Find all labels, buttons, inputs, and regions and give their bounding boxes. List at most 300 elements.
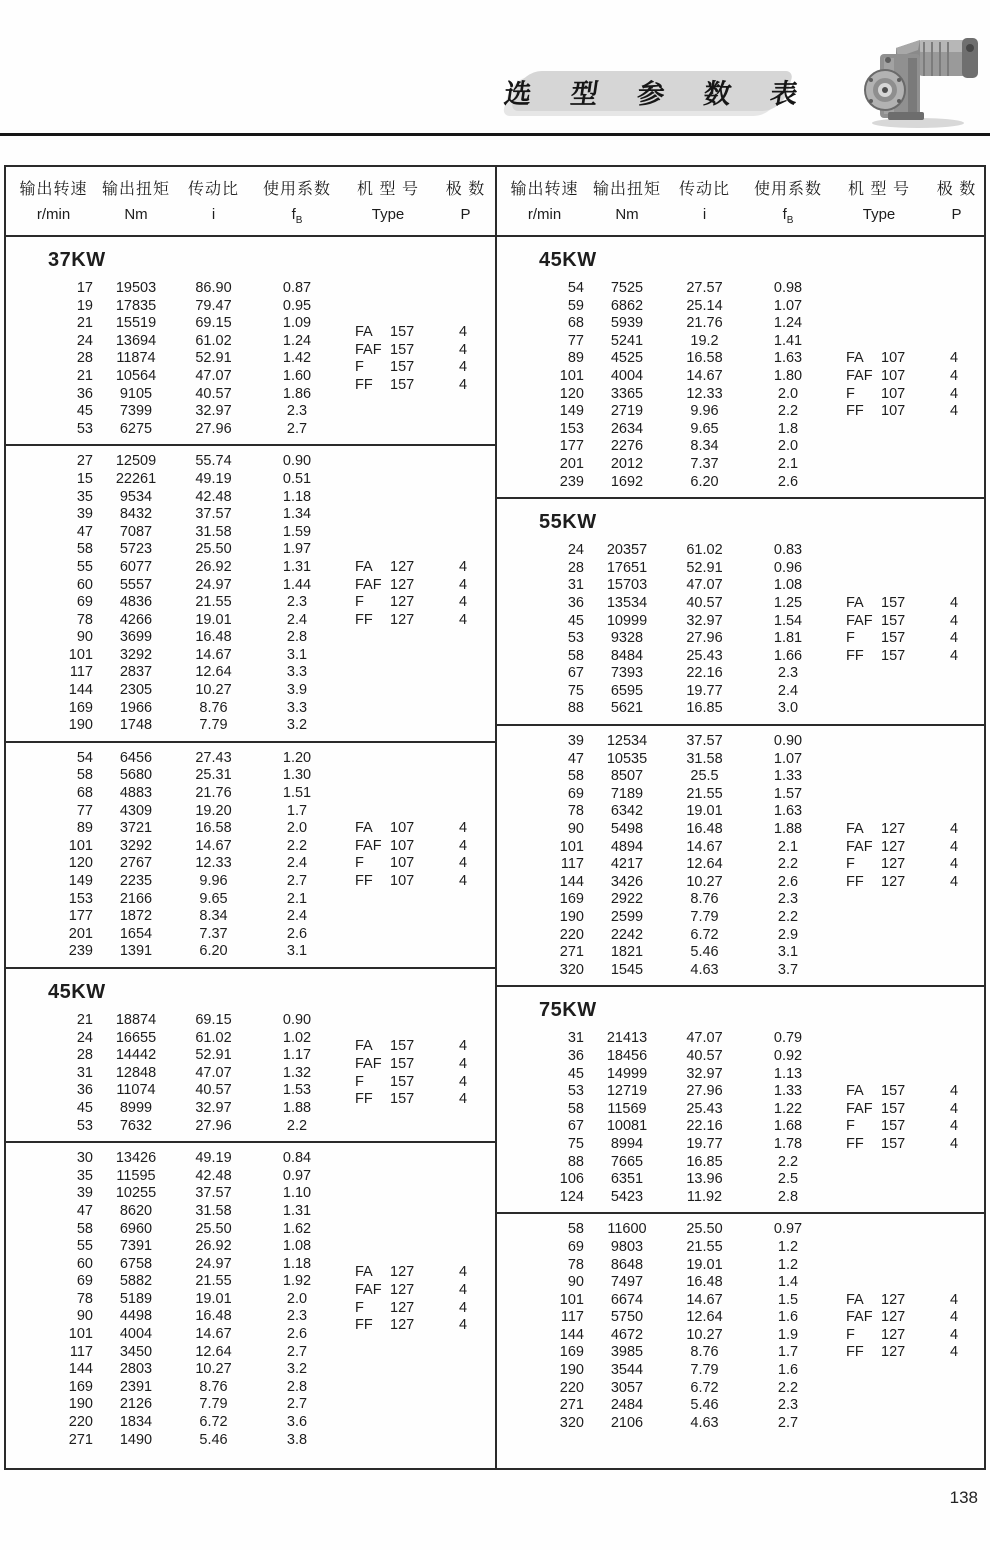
service-factor-cell: 3.1 [286, 646, 308, 663]
service-factor-cell: 1.86 [282, 385, 312, 402]
torque-cell: 12848 [115, 1064, 157, 1081]
pole-count: 4 [949, 367, 959, 384]
speed-cell: 320 [559, 1414, 584, 1431]
service-factor-cell: 3.0 [777, 700, 799, 717]
type-label [829, 1101, 929, 1119]
speed-cell: 88 [567, 1153, 584, 1170]
column-header-cell [497, 176, 592, 235]
ratio-cell: 79.47 [195, 297, 232, 314]
speed-cell: 53 [567, 1083, 584, 1100]
type-row [829, 368, 984, 386]
torque-cell: 2484 [610, 1397, 644, 1414]
column-header-cell [592, 176, 662, 235]
speed-cell: 47 [76, 523, 93, 540]
ratio-cell: 27.96 [195, 1117, 232, 1134]
service-factor-cell: 0.95 [282, 297, 312, 314]
speed-cell: 117 [560, 856, 584, 873]
table-right-half [495, 167, 984, 1468]
column-label-zh: 机 型 号 [848, 181, 910, 198]
speed-cell: 149 [68, 873, 93, 889]
ratio-cell: 26.92 [195, 558, 232, 575]
type-label [338, 559, 438, 577]
service-factor-cell: 1.2 [777, 1256, 799, 1273]
table-segment [497, 987, 984, 1214]
service-factor-cell: 2.2 [777, 403, 799, 420]
service-factor-cell: 3.7 [777, 961, 799, 978]
torque-cell: 1545 [610, 961, 644, 978]
type-size: 157 [390, 376, 415, 393]
table-segment [497, 499, 984, 726]
pole-count: 4 [949, 1083, 959, 1100]
ratio-cell: 27.96 [686, 1083, 723, 1100]
type-size: 157 [390, 1055, 415, 1072]
type-row [338, 1038, 493, 1056]
torque-cell: 5557 [119, 576, 153, 593]
speed-cell: 47 [76, 1202, 93, 1219]
speed-cell: 67 [567, 665, 584, 682]
type-label [829, 821, 929, 839]
speed-cell: 69 [567, 1238, 584, 1255]
speed-cell: 31 [567, 577, 584, 594]
type-row [829, 403, 984, 421]
service-factor-cell: 2.8 [286, 1378, 308, 1395]
service-factor-cell: 1.63 [773, 350, 803, 367]
type-label [338, 855, 438, 873]
type-prefix: FA [355, 558, 373, 575]
torque-cell: 7391 [119, 1238, 153, 1255]
type-label [338, 377, 438, 395]
type-label [338, 594, 438, 612]
torque-cell: 1748 [119, 717, 153, 734]
torque-cell: 3985 [610, 1344, 644, 1361]
type-row [338, 1091, 493, 1109]
ratio-cell: 61.02 [195, 1029, 232, 1046]
service-factor-cell: 3.3 [286, 664, 308, 681]
table-segment [6, 743, 495, 969]
speed-cell: 75 [567, 1135, 584, 1152]
speed-cell: 90 [567, 821, 584, 838]
type-row [829, 1309, 984, 1327]
speed-cell: 201 [559, 455, 584, 472]
torque-cell: 8507 [610, 768, 644, 785]
ratio-cell: 8.76 [690, 1344, 719, 1361]
torque-cell: 2276 [610, 438, 644, 455]
torque-cell: 15519 [115, 315, 157, 332]
service-factor-cell: 2.6 [777, 473, 799, 490]
torque-cell: 11074 [116, 1082, 156, 1099]
service-factor-cell: 0.51 [282, 470, 312, 487]
speed-cell: 90 [567, 1274, 584, 1291]
ratio-cell: 16.85 [686, 700, 723, 717]
service-factor-cell: 1.07 [773, 297, 803, 314]
torque-cell: 6960 [119, 1220, 153, 1237]
section-title: 45KW [48, 980, 106, 1003]
service-factor-cell: 3.3 [286, 699, 308, 716]
ratio-cell: 32.97 [195, 403, 232, 420]
segment-body [497, 1221, 984, 1432]
service-factor-cell: 1.51 [282, 785, 312, 802]
column-label-en: i [702, 206, 707, 223]
type-row [338, 577, 493, 595]
table-left-half [6, 167, 495, 1468]
ratio-cell: 6.20 [199, 943, 228, 960]
speed-cell: 78 [76, 611, 93, 628]
service-factor-cell: 1.09 [282, 315, 312, 332]
service-factor-cell: 3.2 [286, 717, 308, 734]
torque-cell: 5680 [119, 767, 153, 784]
speed-cell: 47 [567, 750, 584, 767]
torque-cell: 21413 [606, 1030, 648, 1047]
pole-count: 4 [949, 385, 959, 402]
type-size: 107 [390, 837, 415, 854]
speed-cell: 320 [559, 961, 584, 978]
ratio-cell: 4.63 [690, 961, 719, 978]
selection-parameter-table [4, 165, 986, 1470]
service-factor-cell: 1.5 [777, 1291, 799, 1308]
type-prefix: FA [846, 821, 864, 838]
type-panel [338, 750, 493, 961]
column-label-zh: 使用系数 [262, 181, 331, 198]
service-factor-cell: 0.98 [773, 280, 803, 296]
torque-cell: 10564 [115, 367, 157, 384]
service-factor-cell: 3.2 [286, 1361, 308, 1378]
column-label-zh: 输出扭矩 [592, 181, 661, 198]
service-factor-cell: 2.3 [286, 594, 308, 611]
ratio-cell: 25.5 [690, 768, 719, 785]
segment-body [497, 280, 984, 491]
pole-count: 4 [458, 1073, 468, 1090]
speed-cell: 239 [68, 943, 93, 960]
ratio-cell: 19.20 [195, 802, 232, 819]
pole-count: 4 [458, 558, 468, 575]
pole-count: 4 [949, 594, 959, 611]
torque-cell: 2837 [119, 664, 153, 681]
type-prefix: F [355, 1073, 364, 1090]
ratio-cell: 16.58 [195, 820, 232, 837]
type-size: 107 [390, 855, 415, 872]
speed-cell: 144 [68, 682, 93, 699]
service-factor-cell: 2.2 [777, 1153, 799, 1170]
speed-cell: 101 [68, 646, 93, 663]
service-factor-cell: 1.20 [282, 749, 312, 766]
speed-cell: 58 [76, 541, 93, 558]
torque-cell: 12509 [115, 453, 157, 470]
ratio-cell: 14.67 [686, 838, 723, 855]
service-factor-cell: 2.0 [777, 438, 799, 455]
column-header-cell [438, 176, 493, 235]
torque-cell: 1490 [119, 1431, 153, 1448]
type-label [829, 613, 929, 631]
pole-count: 4 [458, 1038, 468, 1055]
service-factor-cell: 1.63 [773, 803, 803, 820]
column-label-zh: 输出转速 [510, 181, 579, 198]
speed-cell: 24 [567, 542, 584, 559]
type-label [338, 1282, 438, 1300]
speed-cell: 144 [559, 873, 584, 890]
type-size: 127 [881, 1326, 906, 1343]
torque-cell: 7087 [119, 523, 153, 540]
torque-cell: 2719 [610, 403, 644, 420]
type-row [829, 630, 984, 648]
ratio-cell: 6.72 [199, 1414, 228, 1431]
service-factor-cell: 1.08 [282, 1238, 312, 1255]
type-prefix: FA [846, 1083, 864, 1100]
torque-cell: 5750 [610, 1309, 644, 1326]
service-factor-cell: 2.7 [286, 873, 308, 889]
type-row [338, 1282, 493, 1300]
column-label-zh: 输出转速 [19, 181, 88, 198]
ratio-cell: 12.64 [686, 1309, 723, 1326]
column-header-cell [256, 176, 338, 235]
torque-cell: 18874 [115, 1011, 157, 1028]
ratio-cell: 19.01 [686, 803, 723, 820]
torque-cell: 6674 [610, 1291, 644, 1308]
speed-cell: 60 [76, 1255, 93, 1272]
type-size: 157 [390, 1038, 415, 1055]
type-label [829, 1083, 929, 1101]
ratio-cell: 69.15 [195, 315, 232, 332]
torque-cell: 3057 [610, 1379, 644, 1396]
type-prefix: FAF [355, 837, 382, 854]
ratio-cell: 21.55 [195, 1273, 232, 1290]
type-label [338, 342, 438, 360]
torque-cell: 5723 [119, 541, 153, 558]
torque-cell: 4004 [119, 1326, 153, 1343]
type-size: 127 [390, 1299, 415, 1316]
ratio-cell: 16.48 [195, 629, 232, 646]
ratio-cell: 27.96 [686, 630, 723, 647]
type-prefix: FA [355, 820, 373, 837]
type-prefix: FF [355, 1317, 373, 1334]
speed-cell: 53 [76, 420, 93, 437]
ratio-cell: 12.64 [195, 1343, 232, 1360]
header-divider-rule [0, 133, 990, 136]
torque-cell: 7393 [610, 665, 644, 682]
pole-count: 4 [949, 838, 959, 855]
speed-cell: 54 [76, 749, 93, 766]
torque-cell: 4266 [119, 611, 153, 628]
speed-cell: 45 [567, 612, 584, 629]
ratio-cell: 27.57 [686, 280, 723, 296]
type-label [338, 577, 438, 595]
speed-cell: 117 [69, 664, 93, 681]
speed-cell: 53 [76, 1117, 93, 1134]
service-factor-cell: 2.3 [777, 1397, 799, 1414]
column-header-cell [101, 176, 171, 235]
service-factor-cell: 2.3 [286, 1308, 308, 1325]
ratio-cell: 6.72 [690, 926, 719, 943]
type-row [338, 612, 493, 630]
type-size: 127 [390, 1282, 415, 1299]
type-row [829, 613, 984, 631]
segment-body [6, 1012, 495, 1135]
service-factor-cell: 2.2 [286, 837, 308, 854]
speed-cell: 60 [76, 576, 93, 593]
type-label [829, 1136, 929, 1154]
speed-cell: 45 [76, 1099, 93, 1116]
ratio-cell: 52.91 [195, 1047, 232, 1064]
ratio-cell: 37.57 [686, 733, 723, 750]
service-factor-cell: 1.9 [777, 1326, 799, 1343]
type-prefix: FAF [846, 612, 873, 629]
type-size: 127 [390, 611, 415, 628]
type-size: 107 [881, 350, 906, 367]
speed-cell: 271 [68, 1431, 93, 1448]
torque-cell: 2012 [610, 455, 644, 472]
ratio-cell: 19.01 [686, 1256, 723, 1273]
type-row [829, 1083, 984, 1101]
speed-cell: 21 [76, 367, 93, 384]
torque-cell: 2803 [119, 1361, 153, 1378]
service-factor-cell: 1.31 [282, 1202, 312, 1219]
torque-cell: 6275 [119, 420, 153, 437]
torque-cell: 4309 [119, 802, 153, 819]
speed-cell: 190 [68, 1396, 93, 1413]
ratio-cell: 7.79 [199, 717, 228, 734]
column-header [497, 167, 984, 237]
segment-body [497, 1030, 984, 1206]
type-row [338, 559, 493, 577]
service-factor-cell: 2.2 [777, 909, 799, 925]
torque-cell: 2599 [610, 909, 644, 925]
service-factor-cell: 1.6 [777, 1309, 799, 1326]
type-row [829, 1118, 984, 1136]
torque-cell: 2305 [119, 682, 153, 699]
type-prefix: F [846, 1118, 855, 1135]
speed-cell: 69 [76, 594, 93, 611]
ratio-cell: 22.16 [686, 1118, 723, 1135]
type-label [829, 350, 929, 368]
segment-body [6, 1150, 495, 1449]
speed-cell: 90 [76, 1308, 93, 1325]
pole-count: 4 [458, 341, 468, 358]
type-prefix: FF [846, 1135, 864, 1152]
type-row [829, 856, 984, 874]
torque-cell: 5882 [119, 1273, 153, 1290]
torque-cell: 2235 [119, 873, 153, 889]
service-factor-cell: 0.97 [282, 1167, 312, 1184]
torque-cell: 1391 [119, 943, 153, 960]
torque-cell: 9803 [610, 1238, 644, 1255]
speed-cell: 169 [559, 1344, 584, 1361]
service-factor-cell: 1.44 [282, 576, 312, 593]
torque-cell: 17835 [115, 297, 157, 314]
table-segment [497, 237, 984, 499]
speed-cell: 77 [567, 332, 584, 349]
torque-cell: 13426 [115, 1150, 157, 1167]
type-prefix: FF [355, 611, 373, 628]
torque-cell: 11874 [116, 350, 156, 367]
service-factor-cell: 2.1 [286, 890, 308, 907]
type-row [829, 595, 984, 613]
type-size: 157 [390, 1073, 415, 1090]
speed-cell: 67 [567, 1118, 584, 1135]
speed-cell: 106 [559, 1171, 584, 1188]
pole-count: 4 [458, 1055, 468, 1072]
type-row [829, 1327, 984, 1345]
torque-cell: 3292 [119, 837, 153, 854]
type-prefix: FF [846, 403, 864, 420]
ratio-cell: 24.97 [195, 576, 232, 593]
type-size: 157 [390, 359, 415, 376]
segment-body [497, 733, 984, 979]
type-label [338, 1038, 438, 1056]
torque-cell: 10535 [606, 750, 648, 767]
service-factor-cell: 1.07 [773, 750, 803, 767]
type-size: 127 [881, 821, 906, 838]
ratio-cell: 61.02 [195, 332, 232, 349]
speed-cell: 59 [567, 297, 584, 314]
service-factor-cell: 1.88 [282, 1099, 312, 1116]
torque-cell: 4672 [610, 1326, 644, 1343]
pole-count: 4 [458, 1264, 468, 1281]
speed-cell: 30 [76, 1150, 93, 1167]
ratio-cell: 19.2 [690, 332, 719, 349]
service-factor-cell: 2.3 [777, 665, 799, 682]
speed-cell: 169 [68, 699, 93, 716]
speed-cell: 90 [76, 629, 93, 646]
torque-cell: 9105 [119, 385, 153, 402]
service-factor-cell: 2.7 [286, 420, 308, 437]
service-factor-cell: 1.32 [282, 1064, 312, 1081]
column-label-en: r/min [36, 206, 71, 223]
type-prefix: FF [846, 873, 864, 890]
pole-count: 4 [949, 873, 959, 890]
table-segment [6, 969, 495, 1143]
torque-cell: 4004 [610, 367, 644, 384]
speed-cell: 39 [76, 1185, 93, 1202]
pole-count: 4 [458, 611, 468, 628]
torque-cell: 7399 [119, 403, 153, 420]
speed-cell: 144 [559, 1326, 584, 1343]
ratio-cell: 24.97 [195, 1255, 232, 1272]
service-factor-cell: 1.7 [777, 1344, 799, 1361]
speed-cell: 15 [76, 470, 93, 487]
torque-cell: 1872 [119, 908, 153, 925]
type-prefix: F [846, 385, 855, 402]
type-size: 157 [881, 612, 906, 629]
column-header-cell [171, 176, 256, 235]
type-label [829, 1327, 929, 1345]
service-factor-cell: 1.92 [282, 1273, 312, 1290]
ratio-cell: 16.85 [686, 1153, 723, 1170]
ratio-cell: 9.96 [690, 403, 719, 420]
type-prefix: FAF [355, 1055, 382, 1072]
table-segment [497, 1214, 984, 1438]
service-factor-cell: 1.18 [282, 1255, 312, 1272]
type-row [338, 1056, 493, 1074]
torque-cell: 6456 [119, 749, 153, 766]
table-segment [6, 1143, 495, 1455]
type-label [338, 1056, 438, 1074]
speed-cell: 169 [68, 1378, 93, 1395]
speed-cell: 69 [76, 1273, 93, 1290]
torque-cell: 7189 [610, 785, 644, 802]
service-factor-cell: 1.02 [282, 1029, 312, 1046]
type-size: 107 [881, 367, 906, 384]
pole-count: 4 [458, 376, 468, 393]
type-prefix: FA [355, 323, 373, 340]
torque-cell: 6595 [610, 682, 644, 699]
ratio-cell: 9.65 [690, 420, 719, 437]
speed-cell: 201 [68, 925, 93, 942]
type-size: 157 [881, 647, 906, 664]
ratio-cell: 52.91 [195, 350, 232, 367]
torque-cell: 14999 [606, 1065, 648, 1082]
torque-cell: 8620 [119, 1202, 153, 1219]
speed-cell: 120 [68, 855, 93, 872]
ratio-cell: 52.91 [686, 559, 723, 576]
